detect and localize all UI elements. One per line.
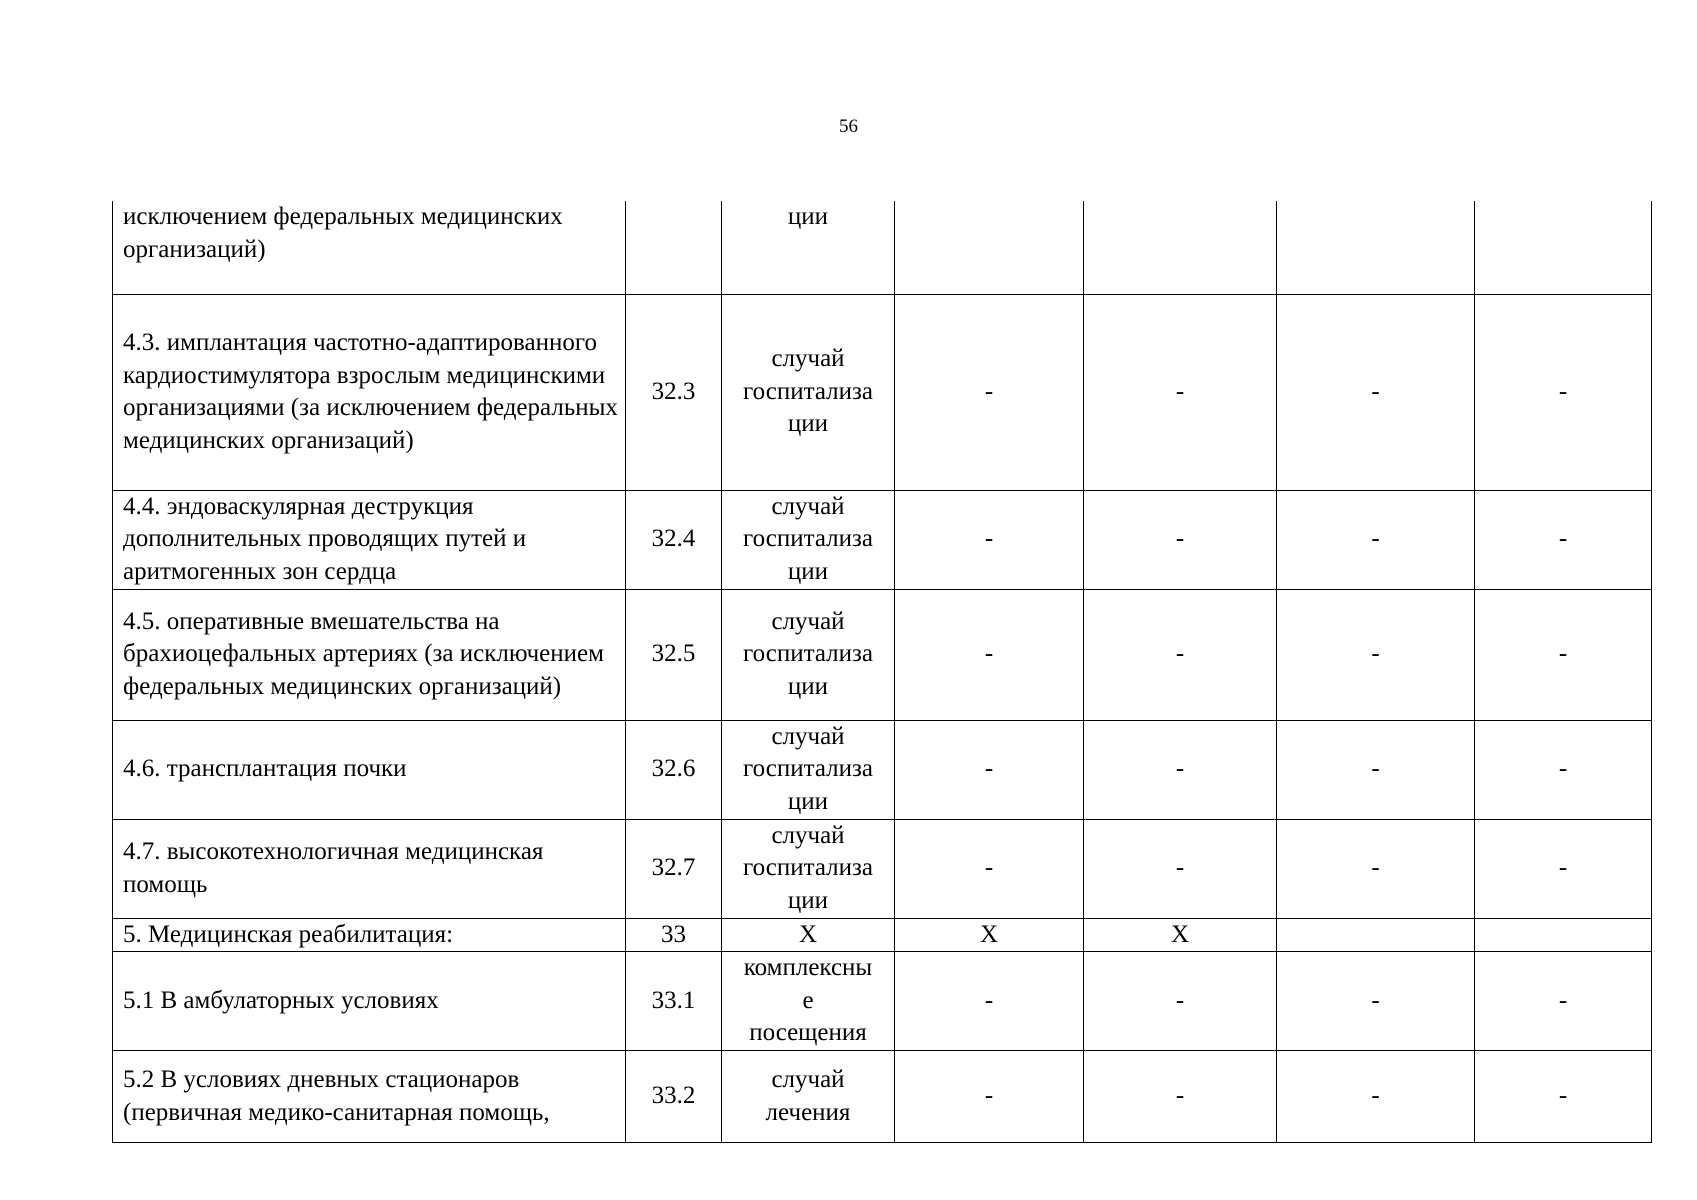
row-col-4 [1475, 201, 1652, 294]
unit-line: госпитализа [743, 854, 873, 882]
row-unit [722, 720, 895, 819]
row-code: 32.3 [626, 294, 722, 490]
row-col-2: Х [1084, 918, 1277, 952]
row-col-4: - [1475, 720, 1652, 819]
unit-line: комплексны [743, 954, 873, 982]
unit-line: ции [787, 886, 829, 914]
row-name: 4.7. высокотехнологичная медицинская помощь [113, 819, 626, 918]
row-col-3: - [1277, 490, 1475, 589]
row-col-2: - [1084, 819, 1277, 918]
table-row [113, 819, 1652, 918]
table-row [113, 294, 1652, 490]
row-unit [722, 589, 895, 720]
row-unit [722, 294, 895, 490]
row-col-3: - [1277, 1051, 1475, 1143]
row-col-3: - [1277, 819, 1475, 918]
unit-line: случай [771, 607, 845, 635]
unit-line: случай [771, 345, 845, 373]
row-col-3 [1277, 918, 1475, 952]
row-code: 33.1 [626, 952, 722, 1051]
row-unit [722, 819, 895, 918]
row-col-1: - [895, 720, 1084, 819]
unit-line: случай [771, 492, 845, 520]
unit-line: госпитализа [743, 755, 873, 783]
row-col-1: - [895, 294, 1084, 490]
row-code: 33 [626, 918, 722, 952]
row-unit [722, 1051, 895, 1143]
row-unit [722, 201, 895, 294]
row-name: 5. Медицинская реабилитация: [113, 918, 626, 952]
row-col-4: - [1475, 1051, 1652, 1143]
unit-line: ции [787, 410, 829, 438]
row-col-1 [895, 201, 1084, 294]
row-name: 5.1 В амбулаторных условиях [113, 952, 626, 1051]
row-col-2 [1084, 201, 1277, 294]
row-code [626, 201, 722, 294]
row-col-1: - [895, 490, 1084, 589]
unit-line: е [802, 986, 814, 1014]
row-code: 32.5 [626, 589, 722, 720]
row-col-4: - [1475, 490, 1652, 589]
table-row [113, 490, 1652, 589]
unit-line: случай [771, 722, 845, 750]
row-code: 32.4 [626, 490, 722, 589]
row-col-1: - [895, 1051, 1084, 1143]
unit-line: госпитализа [743, 525, 873, 553]
unit-line: ции [787, 557, 829, 585]
row-col-4: - [1475, 952, 1652, 1051]
unit-line: ции [787, 787, 829, 815]
row-name: 4.5. оперативные вмешательства на брахиоцефальных артериях (за исключением федеральных медицинских организаций) [113, 589, 626, 720]
unit-line: посещения [749, 1019, 867, 1047]
row-col-2: - [1084, 952, 1277, 1051]
row-name: 4.6. трансплантация почки [113, 720, 626, 819]
row-name: исключением федеральных медицинских организаций) [113, 201, 626, 294]
unit-line: ции [787, 203, 829, 230]
row-code: 32.7 [626, 819, 722, 918]
row-col-1: Х [895, 918, 1084, 952]
table-row [113, 201, 1652, 294]
row-col-2: - [1084, 294, 1277, 490]
table-row [113, 720, 1652, 819]
row-col-2: - [1084, 1051, 1277, 1143]
unit-line: госпитализа [743, 377, 873, 405]
unit-line: госпитализа [743, 640, 873, 668]
row-code: 32.6 [626, 720, 722, 819]
table-row [113, 952, 1652, 1051]
row-col-4: - [1475, 819, 1652, 918]
row-col-4: - [1475, 294, 1652, 490]
unit-line: случай [771, 1066, 845, 1093]
table-row [113, 589, 1652, 720]
page-number: 56 [839, 116, 858, 137]
data-table [112, 201, 1652, 1143]
row-unit [722, 952, 895, 1051]
unit-line: Х [798, 920, 818, 948]
row-col-3: - [1277, 294, 1475, 490]
row-name: 4.3. имплантация частотно-адаптированного кардиостимулятора взрослым медицинскими организациями (за исключением федеральных медицинских организаций) [113, 294, 626, 490]
table-row [113, 918, 1652, 952]
row-col-1: - [895, 819, 1084, 918]
row-name: 4.4. эндоваскулярная деструкция дополнительных проводящих путей и аритмогенных зон сердца [113, 490, 626, 589]
table-row [113, 1051, 1652, 1143]
row-code: 33.2 [626, 1051, 722, 1143]
row-col-3: - [1277, 720, 1475, 819]
row-col-3: - [1277, 952, 1475, 1051]
row-unit [722, 918, 895, 952]
row-col-4: - [1475, 589, 1652, 720]
row-col-2: - [1084, 720, 1277, 819]
row-col-1: - [895, 589, 1084, 720]
unit-line: случай [771, 821, 845, 849]
unit-line: лечения [765, 1098, 851, 1126]
row-unit [722, 490, 895, 589]
row-col-2: - [1084, 589, 1277, 720]
row-col-4 [1475, 918, 1652, 952]
row-col-3: - [1277, 589, 1475, 720]
unit-line: ции [787, 672, 829, 700]
row-col-1: - [895, 952, 1084, 1051]
row-col-2: - [1084, 490, 1277, 589]
row-col-3 [1277, 201, 1475, 294]
row-name: 5.2 В условиях дневных стационаров (первичная медико-санитарная помощь, [113, 1051, 626, 1143]
